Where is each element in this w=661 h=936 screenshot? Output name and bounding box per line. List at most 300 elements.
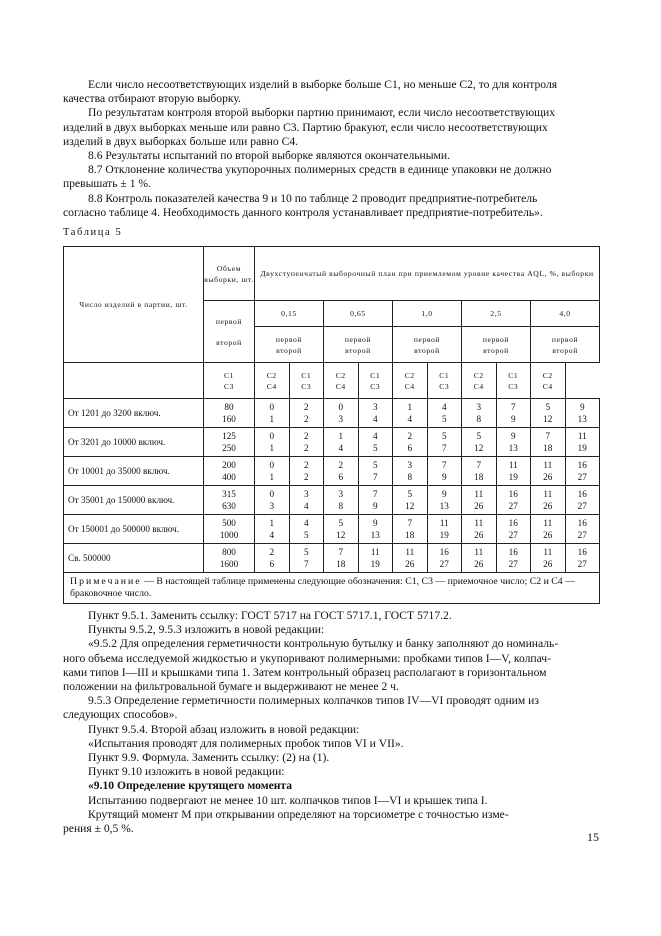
sample-volume [204, 544, 255, 573]
plan-cell [358, 486, 393, 515]
plan-cell [427, 428, 462, 457]
plan-cell [462, 515, 497, 544]
table-row [64, 399, 600, 428]
value-first: 2 [303, 402, 309, 412]
volume-second: 250 [222, 443, 236, 453]
code-top: C2 [473, 370, 484, 380]
value-second: 8 [338, 501, 344, 511]
plan-cell [255, 544, 290, 573]
sample-volume [204, 399, 255, 428]
value-first: 1 [338, 431, 344, 441]
plan-cell [427, 544, 462, 573]
volume-second: 1000 [219, 530, 239, 540]
value-second: 27 [508, 559, 518, 569]
value-second: 7 [303, 559, 309, 569]
text-line: ками типов I—III и крышками типа 1. Затем контрольный образец располагают в горизонтальном [63, 665, 547, 679]
value-first: 5 [441, 431, 447, 441]
plan-cell [255, 486, 290, 515]
code-top: C2 [266, 370, 277, 380]
text-line: Пункты 9.5.2, 9.5.3 изложить в новой редакции: [88, 623, 325, 637]
note-head: Примечание [70, 576, 142, 587]
plan-cell [324, 515, 359, 544]
paragraph [63, 751, 599, 765]
acceptance-code [324, 363, 359, 399]
paragraph [63, 637, 599, 694]
value-second: 6 [338, 472, 344, 482]
paragraph [63, 149, 599, 163]
paragraph [63, 78, 599, 106]
acceptance-code [462, 363, 497, 399]
text-line: изделий в двух выборках больше или равно C4. [63, 134, 299, 148]
aql-level: 0,65 [324, 301, 393, 327]
plan-cell [496, 399, 531, 428]
acceptance-code [393, 363, 428, 399]
value-second: 18 [543, 443, 553, 453]
value-second: 27 [508, 501, 518, 511]
plan-cell [565, 486, 600, 515]
plan-cell [427, 486, 462, 515]
value-first: 4 [441, 402, 447, 412]
code-top: C1 [301, 370, 312, 380]
value-first: 9 [372, 518, 378, 528]
value-first: 16 [577, 518, 587, 528]
plan-cell [393, 515, 428, 544]
value-first: 2 [407, 431, 413, 441]
text-line: рения ± 0,5 %. [63, 822, 134, 836]
acceptance-code [496, 363, 531, 399]
plan-cell [358, 457, 393, 486]
text-line: 8.7 Отклонение количества укупорочных полимерных средств в единице упаковки не должно [88, 163, 552, 177]
second-label: второй [483, 345, 509, 355]
text-line: Пункт 9.9. Формула. Заменить ссылку: (2) на (1). [88, 751, 330, 765]
value-second: 18 [405, 530, 415, 540]
text-line: Испытанию подвергают не менее 10 шт. колпачков типов I—VI и крышек типа I. [88, 793, 488, 807]
value-second: 9 [372, 501, 378, 511]
text-line: 8.6 Результаты испытаний по второй выборке являются окончательными. [88, 149, 450, 163]
text-line: Пункт 9.10 изложить в новой редакции: [88, 765, 285, 779]
value-second: 3 [338, 414, 344, 424]
value-second: 3 [269, 501, 275, 511]
value-second: 5 [303, 530, 309, 540]
plan-cell [255, 457, 290, 486]
plan-cell [255, 515, 290, 544]
plan-cell [393, 486, 428, 515]
bottom-text-block [63, 609, 599, 836]
row-label: От 1201 до 3200 включ. [64, 399, 204, 428]
volume-second: 1600 [219, 559, 239, 569]
plan-cell [289, 515, 324, 544]
first-second-cell [531, 327, 600, 363]
plan-cell [255, 428, 290, 457]
value-first: 3 [407, 460, 413, 470]
value-second: 27 [577, 559, 587, 569]
value-first: 7 [338, 547, 344, 557]
plan-cell [393, 428, 428, 457]
value-second: 18 [474, 472, 484, 482]
text-line: По результатам контроля второй выборки партию принимают, если число несоответствующих [88, 106, 556, 120]
value-second: 8 [407, 472, 413, 482]
value-second: 9 [441, 472, 447, 482]
plan-cell [289, 544, 324, 573]
value-first: 4 [303, 518, 309, 528]
value-first: 11 [508, 460, 518, 470]
aql-level: 4,0 [531, 301, 600, 327]
plan-cell [531, 544, 566, 573]
value-second: 9 [510, 414, 516, 424]
value-second: 1 [269, 443, 275, 453]
text-line: Пункт 9.5.4. Второй абзац изложить в новой редакции: [88, 722, 360, 736]
plan-cell [393, 457, 428, 486]
plan-cell [462, 399, 497, 428]
value-second: 2 [303, 472, 309, 482]
value-first: 4 [372, 431, 378, 441]
value-second: 26 [405, 559, 415, 569]
table-note [64, 573, 600, 604]
value-first: 3 [303, 489, 309, 499]
value-first: 16 [508, 489, 518, 499]
value-first: 11 [370, 547, 380, 557]
code-bottom: C4 [335, 381, 346, 391]
paragraph [63, 609, 599, 623]
value-second: 7 [441, 443, 447, 453]
value-first: 3 [338, 489, 344, 499]
value-first: 16 [439, 547, 449, 557]
value-first: 11 [543, 460, 553, 470]
plan-cell [565, 544, 600, 573]
text-line: положении на фильтровальной бумаге и выдерживают не менее 2 ч. [63, 680, 399, 694]
sample-volume [204, 515, 255, 544]
sample-volume [204, 486, 255, 515]
value-second: 4 [303, 501, 309, 511]
value-second: 2 [303, 443, 309, 453]
first-label: первой [482, 334, 510, 344]
acceptance-code [204, 363, 255, 399]
value-second: 4 [269, 530, 275, 540]
value-first: 7 [510, 402, 516, 412]
value-second: 18 [336, 559, 346, 569]
value-second: 13 [439, 501, 449, 511]
plan-cell [427, 457, 462, 486]
value-first: 2 [269, 547, 275, 557]
value-second: 19 [508, 472, 518, 482]
value-first: 7 [407, 518, 413, 528]
paragraph [63, 694, 599, 722]
text-line: 8.8 Контроль показателей качества 9 и 10 по таблице 2 проводит предприятие-потребитель [88, 191, 538, 205]
value-first: 5 [476, 431, 482, 441]
code-top: C2 [404, 370, 415, 380]
plan-cell [531, 399, 566, 428]
value-first: 2 [303, 431, 309, 441]
value-second: 7 [372, 472, 378, 482]
value-first: 7 [372, 489, 378, 499]
code-top: C1 [223, 370, 235, 380]
second-label: второй [414, 345, 440, 355]
text-line: «9.5.2 Для определения герметичности контрольную бутылку и банку заполняют до номиналь- [88, 637, 559, 651]
plan-cell [289, 457, 324, 486]
value-second: 26 [543, 472, 553, 482]
acceptance-code [289, 363, 324, 399]
value-first: 5 [545, 402, 551, 412]
code-bottom: C4 [542, 381, 553, 391]
value-second: 12 [405, 501, 415, 511]
first-second-cell [255, 327, 324, 363]
value-second: 27 [577, 530, 587, 540]
sample-volume [204, 428, 255, 457]
plan-cell [427, 515, 462, 544]
value-first: 9 [441, 489, 447, 499]
table-body [64, 247, 600, 604]
value-first: 0 [269, 460, 275, 470]
value-first: 16 [577, 460, 587, 470]
plan-cell [462, 428, 497, 457]
plan-cell [565, 428, 600, 457]
text-line: ного объема исследуемой жидкостью и укупоривают полимерными: пробками типов I—V, колпач- [63, 651, 551, 665]
plan-cell [427, 399, 462, 428]
value-first: 0 [269, 489, 275, 499]
paragraph [63, 808, 599, 836]
table-caption: Таблица 5 [63, 227, 123, 238]
value-first: 11 [474, 518, 484, 528]
row-label: От 150001 до 500000 включ. [64, 515, 204, 544]
value-first: 11 [474, 547, 484, 557]
code-bottom: C3 [301, 381, 312, 391]
acceptance-code [358, 363, 393, 399]
header-plan: Двухступенчатый выборочный план при приемлемом уровне качества AQL, %, выборки [255, 247, 600, 301]
value-second: 8 [476, 414, 482, 424]
value-second: 4 [372, 414, 378, 424]
value-second: 6 [407, 443, 413, 453]
aql-level: 0,15 [255, 301, 324, 327]
value-second: 26 [474, 530, 484, 540]
code-bottom: C4 [266, 381, 277, 391]
value-second: 13 [577, 414, 587, 424]
value-first: 11 [543, 518, 553, 528]
plan-cell [531, 457, 566, 486]
code-bottom: C3 [370, 381, 381, 391]
value-second: 27 [508, 530, 518, 540]
value-first: 5 [338, 518, 344, 528]
value-second: 19 [439, 530, 449, 540]
plan-cell [496, 486, 531, 515]
paragraph [63, 765, 599, 779]
text-line: «9.10 Определение крутящего момента [88, 779, 293, 793]
value-first: 1 [269, 518, 275, 528]
first-label: первой [275, 334, 303, 344]
first-second-cell [324, 327, 393, 363]
table-row [64, 515, 600, 544]
plan-cell [358, 544, 393, 573]
header-first-second [204, 301, 255, 363]
note-row [64, 573, 600, 604]
first-second-cell [393, 327, 462, 363]
value-second: 1 [269, 414, 275, 424]
top-text-block [63, 78, 599, 220]
text-line: следующих способов». [63, 708, 178, 722]
volume-first: 800 [222, 547, 236, 557]
value-second: 12 [336, 530, 346, 540]
value-second: 12 [474, 443, 484, 453]
plan-cell [531, 486, 566, 515]
value-first: 7 [441, 460, 447, 470]
value-second: 19 [577, 443, 587, 453]
plan-cell [496, 428, 531, 457]
value-second: 26 [474, 501, 484, 511]
value-second: 5 [372, 443, 378, 453]
text-line: Если число несоответствующих изделий в выборке больше C1, но меньше C2, то для контроля [88, 78, 558, 91]
value-second: 4 [338, 443, 344, 453]
code-bottom: C3 [439, 381, 450, 391]
value-first: 16 [508, 518, 518, 528]
plan-cell [565, 399, 600, 428]
sample-volume [204, 457, 255, 486]
code-top: C2 [335, 370, 346, 380]
code-top: C1 [370, 370, 381, 380]
text-line: 9.5.3 Определение герметичности полимерных колпачков типов IV—VI проводят одним из [88, 694, 539, 708]
first-second-cell [462, 327, 531, 363]
acceptance-code [255, 363, 290, 399]
value-first: 16 [508, 547, 518, 557]
code-bottom: C4 [473, 381, 484, 391]
value-first: 5 [372, 460, 378, 470]
value-first: 3 [476, 402, 482, 412]
text-line: изделий в двух выборках меньше или равно C3. Партию бракуют, если число несоответствующих [63, 120, 548, 134]
volume-first: 200 [222, 460, 236, 470]
first-label: первой [551, 334, 579, 344]
value-second: 26 [474, 559, 484, 569]
value-first: 7 [476, 460, 482, 470]
plan-cell [393, 544, 428, 573]
value-second: 27 [577, 501, 587, 511]
value-first: 11 [543, 489, 553, 499]
value-first: 11 [543, 547, 553, 557]
value-second: 12 [543, 414, 553, 424]
first-label: первой [413, 334, 441, 344]
paragraph [63, 737, 599, 751]
row-label: От 10001 до 35000 включ. [64, 457, 204, 486]
plan-cell [496, 457, 531, 486]
table-row [64, 486, 600, 515]
paragraph [63, 794, 599, 808]
code-top: C1 [508, 370, 519, 380]
value-first: 7 [545, 431, 551, 441]
value-second: 4 [407, 414, 413, 424]
plan-cell [531, 428, 566, 457]
text-line: Пункт 9.5.1. Заменить ссылку: ГОСТ 5717 на ГОСТ 5717.1, ГОСТ 5717.2. [88, 609, 452, 622]
value-second: 5 [441, 414, 447, 424]
code-top: C1 [439, 370, 450, 380]
table-5 [63, 246, 600, 604]
text-line: согласно таблице 4. Необходимость данного контроля устанавливает предприятие-потребитель». [63, 205, 543, 219]
plan-cell [393, 399, 428, 428]
volume-second: 630 [222, 501, 236, 511]
first-label: первой [344, 334, 372, 344]
value-first: 11 [439, 518, 449, 528]
value-first: 1 [407, 402, 413, 412]
value-first: 11 [405, 547, 415, 557]
table-row [64, 457, 600, 486]
value-first: 16 [577, 547, 587, 557]
row-label: От 35001 до 150000 включ. [64, 486, 204, 515]
code-bottom: C4 [404, 381, 415, 391]
text-line: «Испытания проводят для полимерных пробок типов VI и VII». [88, 736, 404, 750]
value-first: 0 [269, 402, 275, 412]
plan-cell [565, 457, 600, 486]
acceptance-code [427, 363, 462, 399]
value-first: 5 [303, 547, 309, 557]
plan-cell [289, 399, 324, 428]
first-label: первой [215, 316, 243, 326]
plan-cell [462, 457, 497, 486]
code-top: C2 [542, 370, 553, 380]
plan-cell [324, 486, 359, 515]
paragraph [63, 106, 599, 149]
note-text: — В настоящей таблице применены следующие обозначения: C1, C3 — приемочное число; C2 и C4 — браковочное число. [70, 576, 575, 599]
plan-cell [358, 428, 393, 457]
value-first: 11 [474, 489, 484, 499]
plan-cell [289, 428, 324, 457]
second-label: второй [216, 337, 242, 347]
paragraph [63, 192, 599, 220]
paragraph [63, 623, 599, 637]
table-row [64, 544, 600, 573]
value-second: 27 [577, 472, 587, 482]
plan-cell [324, 544, 359, 573]
plan-cell [462, 544, 497, 573]
volume-second: 160 [222, 414, 236, 424]
paragraph [63, 779, 599, 793]
plan-cell [324, 457, 359, 486]
value-second: 26 [543, 501, 553, 511]
blank-cell [64, 363, 204, 399]
plan-cell [358, 399, 393, 428]
value-first: 3 [372, 402, 378, 412]
value-second: 26 [543, 559, 553, 569]
value-second: 27 [439, 559, 449, 569]
value-first: 2 [338, 460, 344, 470]
plan-cell [324, 428, 359, 457]
value-first: 9 [579, 402, 585, 412]
plan-cell [358, 515, 393, 544]
code-bottom: C3 [223, 381, 235, 391]
text-line: Крутящий момент M при открывании определяют на торсиометре с точностью изме- [88, 807, 509, 821]
page-number: 15 [587, 830, 599, 844]
plan-cell [565, 515, 600, 544]
header-volume: Объем выборки, шт. [204, 247, 255, 301]
value-first: 2 [303, 460, 309, 470]
row-label: От 3201 до 10000 включ. [64, 428, 204, 457]
volume-first: 315 [222, 489, 236, 499]
row-label: Св. 500000 [64, 544, 204, 573]
plan-cell [496, 515, 531, 544]
value-first: 9 [510, 431, 516, 441]
value-second: 2 [303, 414, 309, 424]
volume-second: 400 [222, 472, 236, 482]
plan-cell [255, 399, 290, 428]
text-line: превышать ± 1 %. [63, 177, 151, 191]
paragraph [63, 163, 599, 191]
header-party: Число изделий в партии, шт. [64, 247, 204, 363]
value-first: 16 [577, 489, 587, 499]
value-second: 13 [370, 530, 380, 540]
aql-level: 2,5 [462, 301, 531, 327]
text-line: качества отбирают вторую выборку. [63, 92, 241, 106]
value-first: 0 [269, 431, 275, 441]
plan-cell [531, 515, 566, 544]
paragraph [63, 723, 599, 737]
value-second: 6 [269, 559, 275, 569]
second-label: второй [552, 345, 578, 355]
code-bottom: C3 [508, 381, 519, 391]
